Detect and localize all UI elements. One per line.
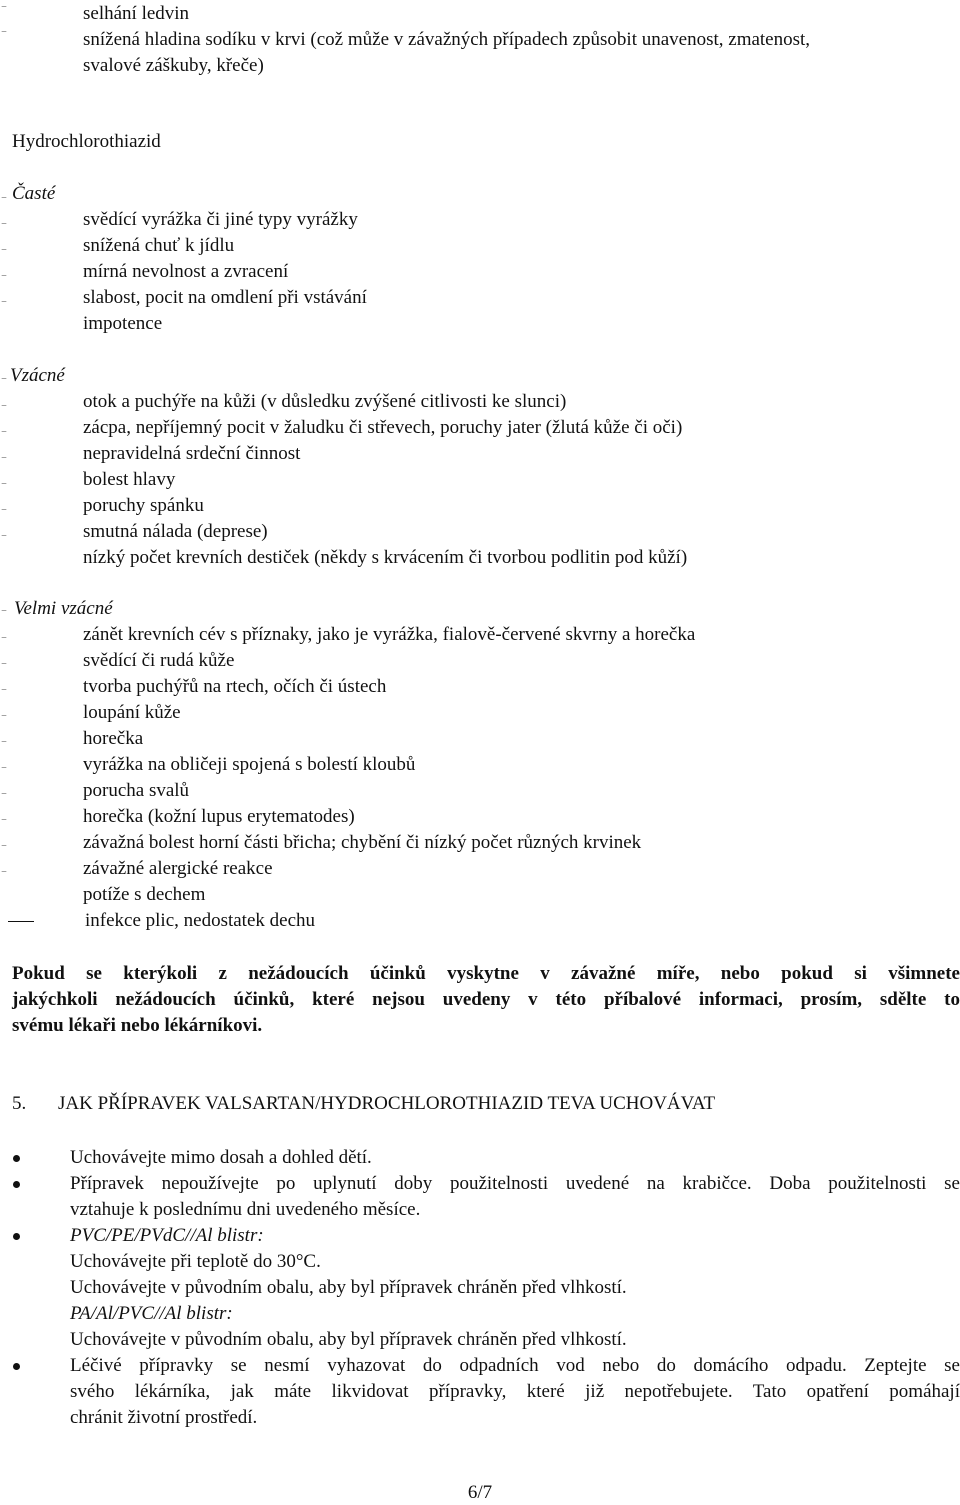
list-dash: ‾ (2, 870, 6, 884)
page-number: 6/7 (467, 1482, 493, 1503)
bullet-dot (13, 1181, 20, 1188)
list-item: selhání ledvin (83, 3, 190, 24)
list-item: zánět krevních cév s příznaky, jako je vyrážka, fialově-červené skvrny a horečka (83, 624, 696, 645)
list-item: poruchy spánku (83, 495, 204, 516)
list-dash: ‾ (2, 818, 6, 832)
storage-subheading: PVC/PE/PVdC//Al blistr: (70, 1225, 264, 1246)
list-item: vyrážka na obličeji spojená s bolestí kloubů (83, 754, 416, 775)
bullet-dot (13, 1233, 20, 1240)
storage-item: Uchovávejte v původním obalu, aby byl přípravek chráněn před vlhkostí. (70, 1277, 627, 1298)
list-dash: ‾ (2, 430, 6, 444)
bullet-dot (13, 1363, 20, 1370)
list-dash: ‾ (2, 377, 6, 391)
list-item: infekce plic, nedostatek dechu (85, 910, 316, 931)
warning-line: svému lékaři nebo lékárníkovi. (12, 1015, 263, 1036)
list-dash (8, 921, 34, 922)
list-item: snížená hladina sodíku v krvi (což může v závažných případech způsobit unavenost, zmatenost, (83, 29, 811, 50)
list-dash: ‾ (2, 274, 6, 288)
storage-item: Uchovávejte v původním obalu, aby byl přípravek chráněn před vlhkostí. (70, 1329, 627, 1350)
list-item: loupání kůže (83, 702, 181, 723)
storage-item: vztahuje k poslednímu dni uvedeného měsíce. (70, 1199, 421, 1220)
list-item: zácpa, nepříjemný pocit v žaludku či střevech, poruchy jater (žlutá kůže či oči) (83, 417, 683, 438)
bullet-dot (13, 1155, 20, 1162)
list-item: bolest hlavy (83, 469, 176, 490)
list-dash: ‾ (2, 766, 6, 780)
list-dash: ‾ (2, 688, 6, 702)
list-item: porucha svalů (83, 780, 190, 801)
storage-item: svého lékárníka, jak máte likvidovat přípravky, které již nepotřebujete. Tato opatření pomáhají (70, 1381, 960, 1402)
warning-line: Pokud se kterýkoli z nežádoucích účinků vyskytne v závažné míře, nebo pokud si všimnete (12, 963, 960, 984)
list-item: svědící vyrážka či jiné typy vyrážky (83, 209, 358, 230)
list-item: nepravidelná srdeční činnost (83, 443, 301, 464)
list-item: horečka (83, 728, 144, 749)
list-item: závažná bolest horní části břicha; chybění či nízký počet různých krvinek (83, 832, 642, 853)
list-dash: ‾ (2, 248, 6, 262)
list-item: smutná nálada (deprese) (83, 521, 268, 542)
list-dash: ‾ (2, 636, 6, 650)
list-dash: ‾ (2, 740, 6, 754)
list-dash: ‾ (2, 714, 6, 728)
section-number: 5. (12, 1093, 27, 1114)
list-dash: ‾ (2, 404, 6, 418)
list-dash: ‾ (2, 534, 6, 548)
frequency-heading-common: Časté (12, 183, 56, 204)
frequency-heading-rare: Vzácné (10, 365, 65, 386)
list-dash: ‾ (2, 508, 6, 522)
storage-subheading: PA/Al/PVC//Al blistr: (70, 1303, 233, 1324)
list-item: impotence (83, 313, 163, 334)
list-item: svalové záškuby, křeče) (83, 55, 264, 76)
list-dash: ‾ (2, 5, 6, 19)
list-dash: ‾ (2, 300, 6, 314)
list-dash: ‾ (2, 792, 6, 806)
list-dash: ‾ (2, 30, 6, 44)
frequency-heading-very-rare: Velmi vzácné (14, 598, 113, 619)
list-item: horečka (kožní lupus erytematodes) (83, 806, 355, 827)
list-dash: ‾ (2, 196, 6, 210)
list-item: tvorba puchýřů na rtech, očích či ústech (83, 676, 387, 697)
list-item: mírná nevolnost a zvracení (83, 261, 289, 282)
list-item: otok a puchýře na kůži (v důsledku zvýšené citlivosti ke slunci) (83, 391, 567, 412)
list-item: slabost, pocit na omdlení při vstávání (83, 287, 367, 308)
list-item: potíže s dechem (83, 884, 206, 905)
storage-item: Uchovávejte mimo dosah a dohled dětí. (70, 1147, 372, 1168)
list-item: nízký počet krevních destiček (někdy s krvácením či tvorbou podlitin pod kůží) (83, 547, 688, 568)
list-item: závažné alergické reakce (83, 858, 273, 879)
list-dash: ‾ (2, 844, 6, 858)
list-dash: ‾ (2, 456, 6, 470)
storage-item: Léčivé přípravky se nesmí vyhazovat do odpadních vod nebo do domácího odpadu. Zeptejte se (70, 1355, 960, 1376)
list-dash: ‾ (2, 662, 6, 676)
list-item: svědící či rudá kůže (83, 650, 235, 671)
storage-item: Uchovávejte při teplotě do 30°C. (70, 1251, 321, 1272)
list-dash: ‾ (2, 482, 6, 496)
list-item: snížená chuť k jídlu (83, 235, 235, 256)
storage-item: chránit životní prostředí. (70, 1407, 258, 1428)
section-title: JAK PŘÍPRAVEK VALSARTAN/HYDROCHLOROTHIAZID TEVA UCHOVÁVAT (58, 1093, 716, 1114)
list-dash: ‾ (2, 222, 6, 236)
storage-item: Přípravek nepoužívejte po uplynutí doby použitelnosti uvedené na krabičce. Doba použitelnosti se (70, 1173, 960, 1194)
list-dash: ‾ (2, 609, 6, 623)
drug-name-heading: Hydrochlorothiazid (12, 131, 161, 152)
warning-line: jakýchkoli nežádoucích účinků, které nejsou uvedeny v této příbalové informaci, prosím, sdělte to (12, 989, 960, 1010)
